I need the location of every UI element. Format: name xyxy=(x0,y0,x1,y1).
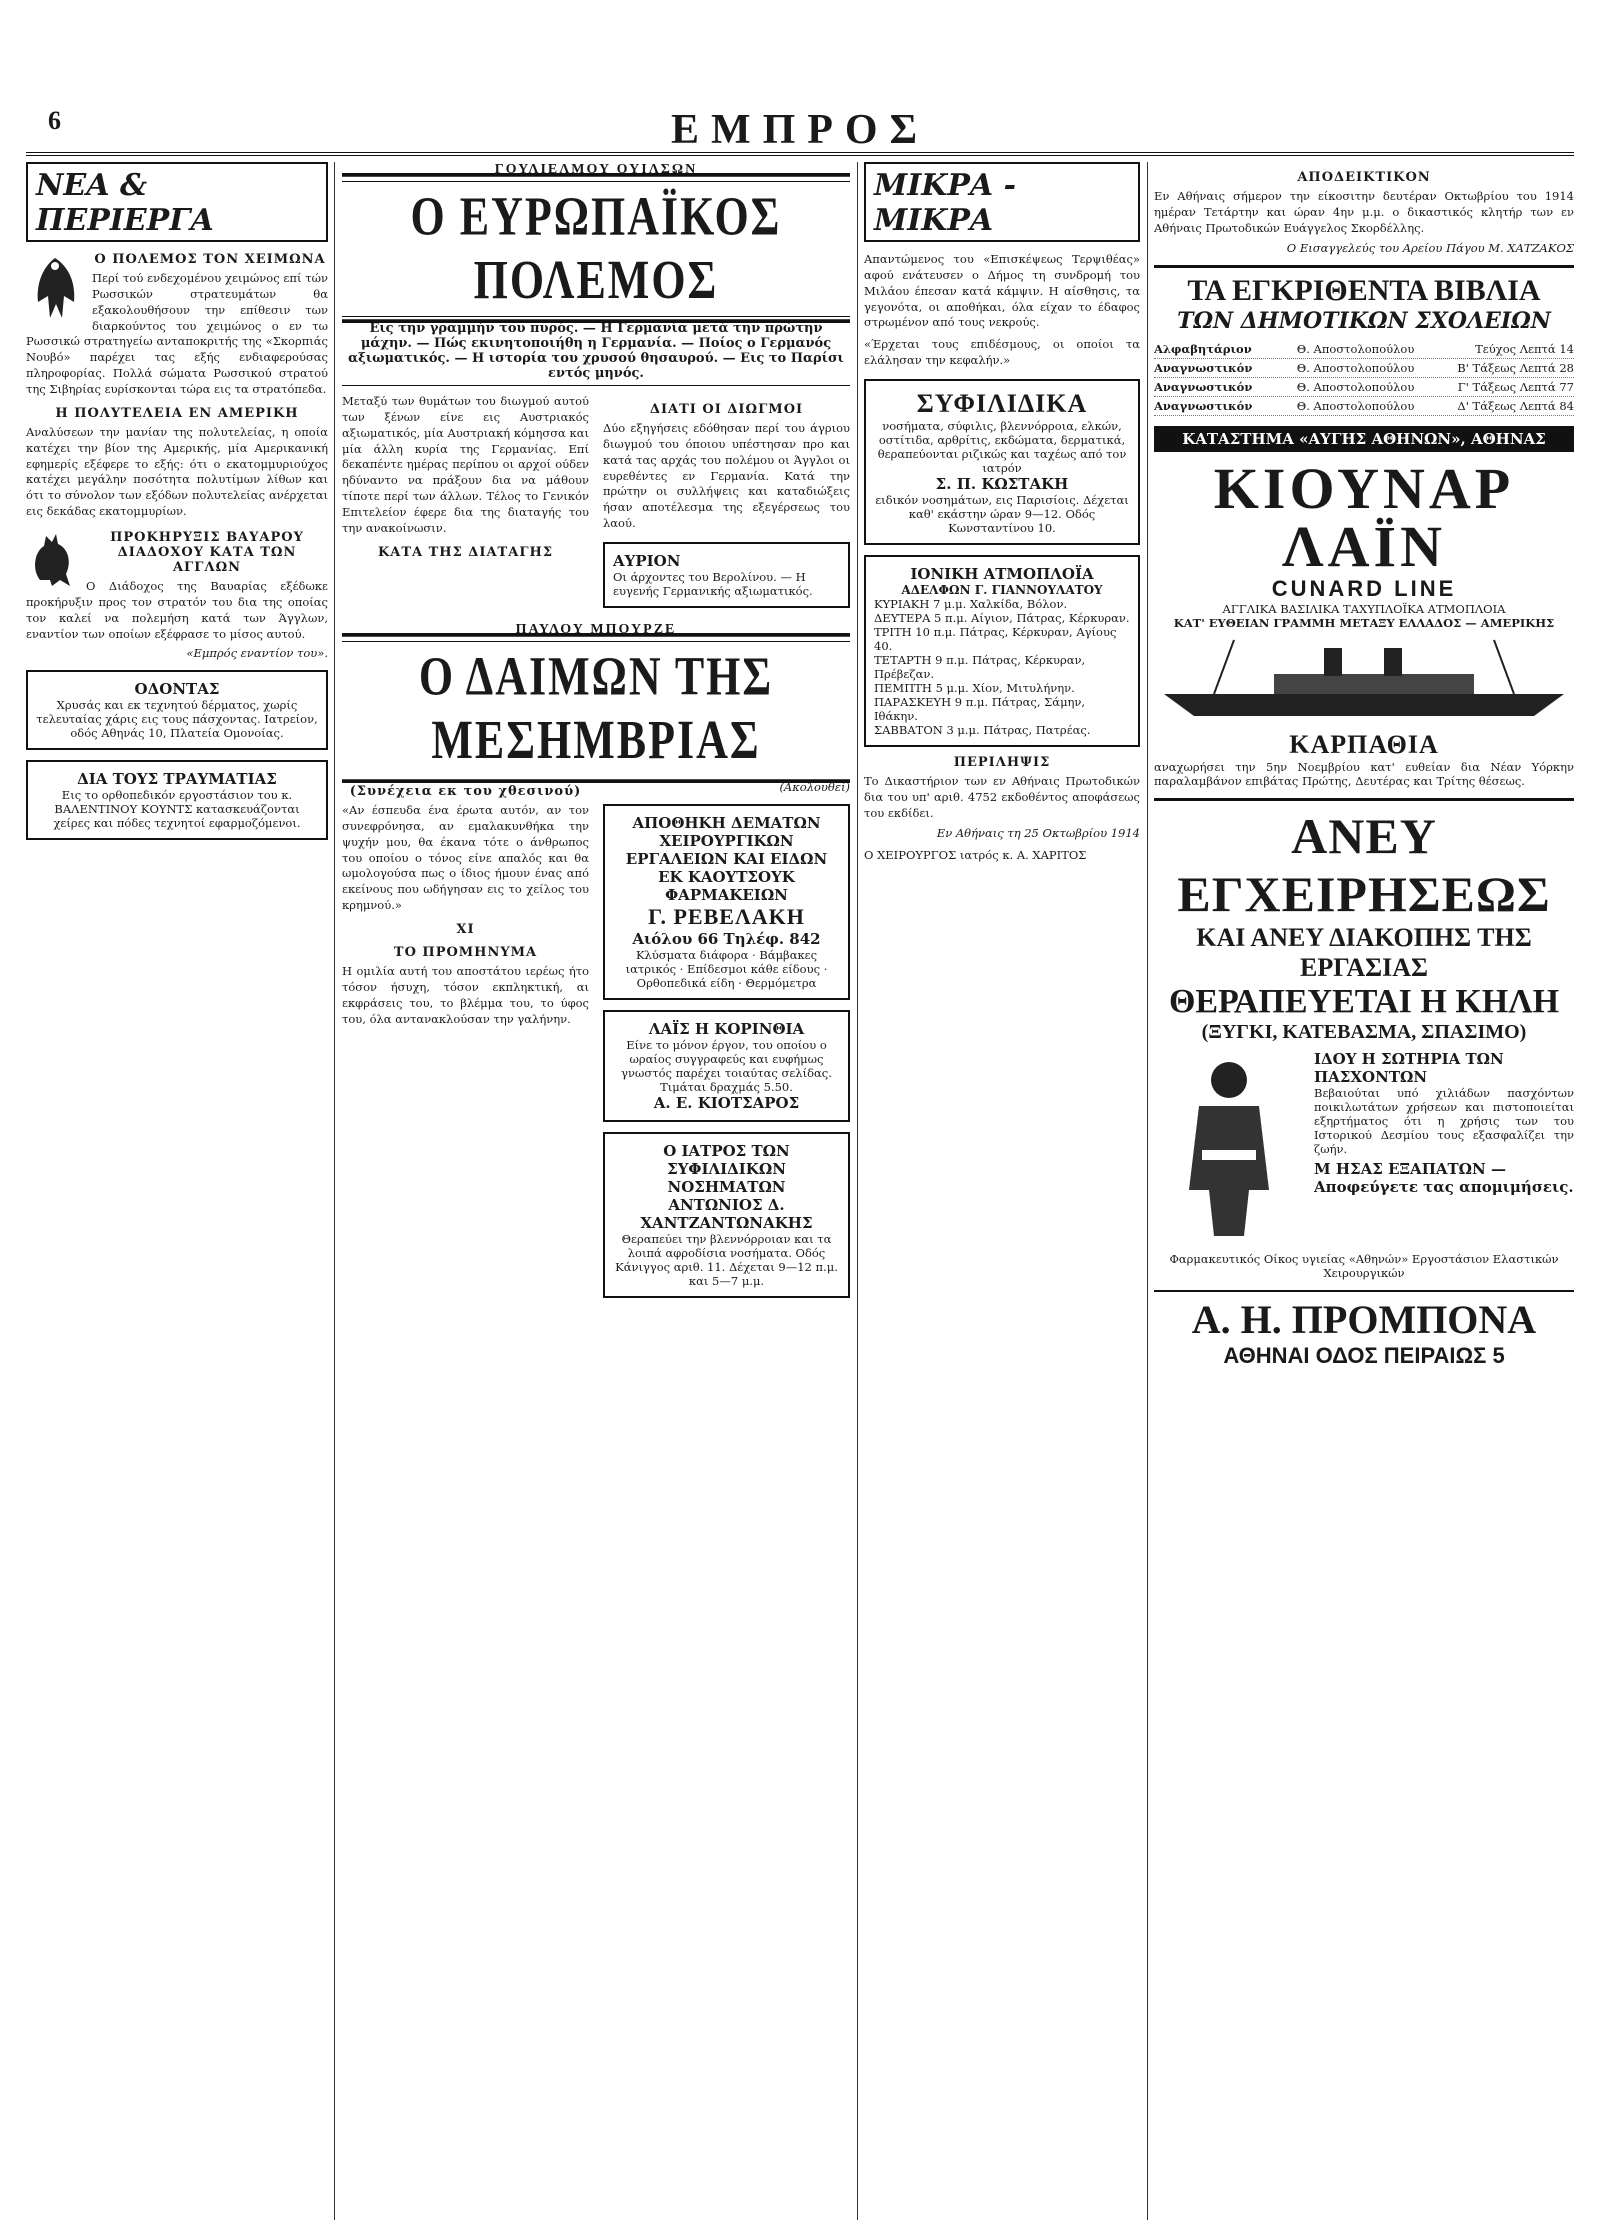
article-heading: ΔΙΑΤΙ ΟΙ ΔΙΩΓΜΟΙ xyxy=(649,402,804,417)
article-column-right xyxy=(603,394,850,608)
serial-body: «Αν έσπευδα ένα έρωτα αυτόν, αν τον συνεφρόνησα, αν εμαλακυνθήκα την ψυχήν μου, θα έκανα τότε ο άνθρωπος του οποίου ο τόνος είνε απαλός και θα ωμολογούσα πως ο ίδιος ήμουν ένας από εκείνους που ωδήγησαν εις το χείλος του κρημνού.» xyxy=(342,803,589,913)
article-body: Απαντώμενος του «Επισκέψεως Τερψιθέας» αφού ενάτευσεν ο Δήμος τη συνδρομή του Μιλάου έπεσαν κατά κάμψιν. Η αίσθησις, τα γεγονότα, οι αποθήκαι, όλα είχαν το έδαφος στρωμένον από τους νεκρούς. xyxy=(864,252,1140,330)
hernia-warning: Μ ΗΣΑΣ ΕΞΑΠΑΤΩΝ — Αποφεύγετε τας απομιμήσεις. xyxy=(1314,1159,1574,1196)
eagle-illustration-icon xyxy=(26,252,84,326)
book-row xyxy=(1154,359,1574,378)
article-column-left xyxy=(342,394,589,608)
hernia-headline: ΑΝΕΥ ΕΓΧΕΙΡΗΣΕΩΣ xyxy=(1154,798,1574,923)
tomorrow-label: ΑΥΡΙΟΝ xyxy=(613,552,681,571)
ad-seller: Α. Ε. ΚΙΟΤΣΑΡΟΣ xyxy=(653,1094,800,1113)
cunard-route: ΚΑΤ' ΕΥΘΕΙΑΝ ΓΡΑΜΜΗ ΜΕΤΑΞΥ ΕΛΛΑΔΟΣ — ΑΜΕΡΙΚΗΣ xyxy=(1173,615,1555,630)
books-title: ΤΑ ΕΓΚΡΙΘΕΝΤΑ ΒΙΒΛΙΑ xyxy=(1154,265,1574,308)
hernia-types: (ΞΥΓΚΙ, ΚΑΤΕΒΑΣΜΑ, ΣΠΑΣΙΜΟ) xyxy=(1201,1020,1527,1043)
ad-surgical-warehouse xyxy=(603,804,850,1000)
notice-heading: ΠΕΡΙΛΗΨΙΣ xyxy=(953,755,1051,771)
route-item: ΤΡΙΤΗ 10 π.μ. Πάτρας, Κέρκυραν, Αγίους 40. xyxy=(874,625,1117,654)
article-body: Αναλύσεων την μανίαν της πολυτελείας, η οποία κατέχει την βίον της Αμερικής, μία Αμερικανική εφημερίς εξέφερε το εξής: ότι ο εκατομμυριούχος κατέχει μεγάλην ποσότητα πολυτίμων λίθων και ότι το σύνολον των εξόδων πολυτελείας ανέρχεται εις δεκάδας εκατομμυρίων. xyxy=(26,424,328,519)
page-number: 6 xyxy=(48,106,61,135)
book-row xyxy=(1154,378,1574,397)
ad-title: ΟΔΟΝΤΑΣ xyxy=(134,680,220,699)
masthead xyxy=(26,20,1574,153)
book-price: Τεύχος Λεπτά 14 xyxy=(1475,341,1574,356)
chapter-number: ΧΙ xyxy=(456,922,475,938)
column-divider xyxy=(334,162,335,2220)
rooster-illustration-icon xyxy=(26,530,78,590)
column-small-items xyxy=(864,162,1140,2220)
book-author: Θ. Αποστολοπούλου xyxy=(1296,379,1415,394)
headline-subhead: Εις την γραμμήν του πυρός. — Η Γερμανία μετά την πρώτην μάχην. — Πώς εκινητοποιήθη η Γερμανία. — Ποίος ο Γερμανός αξιωματικός. — Η ιστορία του χρυσού θησαυρού. — Εις το Παρίσι εντός μηνός. xyxy=(342,316,850,386)
book-row xyxy=(1154,340,1574,359)
book-author: Θ. Αποστολοπούλου xyxy=(1296,341,1415,356)
book-title: Αλφαβητάριον xyxy=(1154,341,1252,356)
book-row xyxy=(1154,397,1574,416)
route-item: ΚΥΡΙΑΚΗ 7 μ.μ. Χαλκίδα, Βόλον. xyxy=(874,597,1068,612)
ad-address: Αιόλου 66 Τηλέφ. 842 xyxy=(632,930,821,949)
bookstore-banner: ΚΑΤΑΣΤΗΜΑ «ΑΥΓΗΣ ΑΘΗΝΩΝ», ΑΘΗΝΑΣ xyxy=(1154,426,1574,452)
doctor-name: ΑΝΤΩΝΙΟΣ Δ. ΧΑΝΤΖΑΝΤΩΝΑΚΗΣ xyxy=(640,1196,813,1233)
book-author: Θ. Αποστολοπούλου xyxy=(1296,398,1415,413)
article-body: Περί τού ενδεχομένου χειμώνος επί τών Ρωσσικών στρατευμάτων θα εξακολουθήσουν την επίθεσιν των διαρκούντος του χειμώνος ο εν τω Ρωσσικώ στρατηγείω ανταποκριτής της «Σκορπιάς Νουβό» παρέχει τας εξής ενδιαφερούσας πληροφορίας. Πολλά σώματα Ρωσσικού στρατού της Σιβηρίας ευρίσκονται τώρα εις τα στρατόπεδα. xyxy=(26,271,328,397)
book-title: Αναγνωστικόν xyxy=(1154,360,1253,375)
article-signature: «Εμπρός εναντίον του». xyxy=(186,646,328,661)
book-price: Δ' Τάξεως Λεπτά 84 xyxy=(1457,398,1574,413)
headline-noon-demon: Ο ΔΑΙΜΩΝ ΤΗΣ ΜΕΣΗΜΒΡΙΑΣ xyxy=(342,633,850,783)
ad-dentist xyxy=(26,670,328,750)
serial-column-right xyxy=(603,776,850,1298)
ad-owner: Γ. ΡΕΒΕΛΑΚΗ xyxy=(648,904,805,930)
ad-ionian-shipping xyxy=(864,555,1140,747)
article-quote: «Έρχεται τους επιδέσμους, οι οποίοι τα ελάλησαν την κεφαλήν.» xyxy=(864,337,1140,368)
surgeon-notice: Ο ΧΕΙΡΟΥΡΓΟΣ ιατρός κ. Α. ΧΑΡΙΤΟΣ xyxy=(864,847,1087,862)
ad-body: νοσήματα, σύφιλις, βλεννόρροια, ελκών, οστίτιδα, αρθρίτις, εκδώματα, δερματικά, θεραπεύονται ριζικώς και ταχέως από τον ιατρόν xyxy=(877,419,1127,476)
column-divider xyxy=(857,162,858,2220)
steamship-icon xyxy=(1154,634,1574,722)
ad-title: ΛΑΪΣ Η ΚΟΡΙΝΘΙΑ xyxy=(648,1020,805,1039)
serial-body: Η ομιλία αυτή του αποστάτου ιερέως ήτο τόσον ήσυχη, τόσον εκπληκτική, αι εκφράσεις του, το βλέμμα του, το ύφος του, όλα αντανακλούσαν την γαλήνην. xyxy=(342,964,589,1026)
ad-doctor xyxy=(603,1132,850,1298)
pharma-label: Φαρμακευτικός Οίκος υγιείας «Αθηνών» Εργοστάσιον Ελαστικών Χειρουργικών xyxy=(1169,1251,1559,1280)
route-item: ΠΕΜΠΤΗ 5 μ.μ. Χίον, Μιτυλήνην. xyxy=(874,681,1075,696)
ship-name: ΚΑΡΠΑΘΙΑ xyxy=(1289,729,1439,759)
ad-hours: ειδικόν νοσημάτων, εις Παρισίοις. Δέχεται καθ' εκάστην ώραν 9—12. Οδός Κωνσταντίνου 10. xyxy=(875,493,1129,536)
cunard-body: αναχωρήσει την 5ην Νοεμβρίου κατ' ευθείαν δια Νέαν Υόρκην παραλαμβάνον επιβάτας Πρώτης, Δευτέρας και Τρίτης θέσεως. xyxy=(1154,759,1574,788)
ad-body: Είνε το μόνον έργον, του οποίου ο ωραίος συγγραφεύς και ευφήμως γνωστός παρέχει τοιαύτας σελίδας. Τιμάται δραχμάς 5.50. xyxy=(621,1038,832,1095)
newspaper-title: ΕΜΠΡΟΣ xyxy=(670,107,930,153)
ad-title: ΑΠΟΘΗΚΗ ΔΕΜΑΤΩΝ ΧΕΙΡΟΥΡΓΙΚΩΝ ΕΡΓΑΛΕΙΩΝ ΚΑΙ ΕΙΔΩΝ ΕΚ ΚΑΟΥΤΣΟΥΚ ΦΑΡΜΑΚΕΙΩΝ xyxy=(625,814,828,905)
hernia-subheadline: ΚΑΙ ΑΝΕΥ ΔΙΑΚΟΠΗΣ ΤΗΣ ΕΡΓΑΣΙΑΣ xyxy=(1196,922,1532,982)
ad-body: Θεραπεύει την βλεννόρροιαν και τα λοιπά αφροδίσια νοσήματα. Οδός Κάνιγγος αριθ. 11. Δέχεται 9—12 π.μ. και 5—7 μ.μ. xyxy=(615,1232,838,1289)
tomorrow-box xyxy=(603,542,850,608)
masthead-rule xyxy=(26,152,1574,156)
article-heading: ΠΡΟΚΗΡΥΞΙΣ ΒΑΥΑΡΟΥ ΔΙΑΔΟΧΟΥ ΚΑΤΑ ΤΩΝ ΑΓΓΛΩΝ xyxy=(110,530,304,576)
ad-title: ΔΙΑ ΤΟΥΣ ΤΡΑΥΜΑΤΙΑΣ xyxy=(77,770,277,789)
serial-column-left xyxy=(342,776,589,1298)
serial-note: (Συνέχεια εκ του χθεσινού) xyxy=(349,784,582,800)
newspaper-page xyxy=(26,20,1574,2220)
hernia-body: Βεβαιούται υπό χιλιάδων πασχόντων ποικιλωτάτων χρήσεων και πιστοποιείται εξηρτήματος ότι η χρήσις των του Ιστορικού Δεσμίου τους εξασφαλίζει την ζωήν. xyxy=(1314,1085,1574,1156)
section-title-small: ΜΙΚΡΑ - ΜΙΚΡΑ xyxy=(864,162,1140,242)
author-name: ΠΑΥΛΟΥ ΜΠΟΥΡΖΕ xyxy=(342,622,850,642)
cunard-subtitle: ΑΓΓΛΙΚΑ ΒΑΣΙΛΙΚΑ ΤΑΧΥΠΛΟΪΚΑ ΑΤΜΟΠΛΟΙΑ xyxy=(1222,601,1506,616)
serial-columns xyxy=(342,776,850,1298)
article-heading: Η ΠΟΛΥΤΕΛΕΙΑ ΕΝ ΑΜΕΡΙΚΗ xyxy=(55,405,299,421)
column-divider xyxy=(1147,162,1148,2220)
hernia-cure: ΘΕΡΑΠΕΥΕΤΑΙ Η ΚΗΛΗ xyxy=(1168,982,1560,1020)
pharma-name: Α. Η. ΠΡΟΜΠΟΝΑ xyxy=(1154,1290,1574,1343)
cunard-title: ΚΙΟΥΝΑΡ ΛΑΪΝ xyxy=(1213,455,1515,579)
notice-body: Το Δικαστήριον των εν Αθήναις Πρωτοδικών δια του υπ' αριθ. 4752 εκδοθέντος αποφάσεως του εκδίδει. xyxy=(864,774,1140,820)
ad-items: Κλύσματα διάφορα · Βάμβακες ιατρικός · Επίδεσμοι κάθε είδους · Ορθοπεδικά είδη · Θερμόμετρα xyxy=(625,948,828,991)
notice-heading: ΑΠΟΔΕΙΚΤΙΚΟΝ xyxy=(1297,170,1431,185)
man-illustration-icon xyxy=(1154,1050,1304,1240)
notice-date: Εν Αθήναις τη 25 Οκτωβρίου 1914 xyxy=(936,825,1140,840)
cunard-english: CUNARD LINE xyxy=(1271,575,1457,601)
ad-owner: ΑΔΕΛΦΩΝ Γ. ΓΙΑΝΝΟΥΛΑΤΟΥ xyxy=(901,583,1103,598)
notice-signer: Ο Εισαγγελεύς του Αρείου Πάγου Μ. ΧΑΤΖΑΚΟΣ xyxy=(1286,240,1574,255)
ad-wounded xyxy=(26,760,328,840)
ad-title: Ο ΙΑΤΡΟΣ ΤΩΝ ΣΥΦΙΛΙΔΙΚΩΝ ΝΟΣΗΜΑΤΩΝ xyxy=(663,1142,790,1197)
column-news-curiosities xyxy=(26,162,328,2220)
notice-body: Εν Αθήναις σήμερον την είκοσιτην δευτέραν Οκτωβρίου του 1914 ημέραν Τετάρτην και ώραν 4ην μ.μ. ο δικαστικός κλητήρ των εν Αθήναις Πρωτοδικών Ευάγγελος Σκορδέλλης. xyxy=(1154,189,1574,235)
article-body: Ο Διάδοχος της Βαυαρίας εξέδωκε προκήρυξιν προς τον στρατόν του δια της οποίας τον καλεί να πολεμήση κατά των Άγγλων, εναντίον των οποίων εξέφρασε το μίσος αυτού. xyxy=(26,579,328,641)
route-item: ΔΕΥΤΕΡΑ 5 π.μ. Αίγιον, Πάτρας, Κέρκυραν. xyxy=(874,611,1130,626)
book-title: Αναγνωστικόν xyxy=(1154,398,1253,413)
ad-book-lais xyxy=(603,1010,850,1122)
article-wrapper xyxy=(26,530,328,660)
article-body: Δύο εξηγήσεις εδόθησαν περί του άγριου διωγμού του όποιου υπέστησαν προ και κατά τας αρχάς του πολέμου οι Άγγλοι οι ευρεθέντες εν Γερμανία. Κατά την πρώτην οι συλλήψεις και καταδιώξεις ήσαν αποτέλεσμα της εξεγέρσεως του λαού. xyxy=(603,421,850,531)
route-item: ΠΑΡΑΣΚΕΥΗ 9 π.μ. Πάτρας, Σάμην, Ιθάκην. xyxy=(874,695,1086,724)
author-name: ΓΟΥΛΙΕΛΜΟΥ ΟΥΙΛΣΩΝ xyxy=(342,162,850,182)
figure-caption: ΙΔΟΥ Η ΣΩΤΗΡΙΑ ΤΩΝ ΠΑΣΧΟΝΤΩΝ xyxy=(1314,1049,1504,1086)
book-price: Γ' Τάξεως Λεπτά 77 xyxy=(1457,379,1574,394)
route-item: ΣΑΒΒΑΤΟΝ 3 μ.μ. Πάτρας, Πατρέας. xyxy=(874,723,1091,738)
pharma-address: ΑΘΗΝΑΙ ΟΔΟΣ ΠΕΙΡΑΙΩΣ 5 xyxy=(1223,1342,1505,1368)
ad-title: ΙΟΝΙΚΗ ΑΤΜΟΠΛΟΪΑ xyxy=(910,565,1094,584)
ad-body: Χρυσάς και εκ τεχνητού δέρματος, χωρίς τελευταίας χάρις εις τους πάσχοντας. Ιατρείον, οδός Αθηνάς 10, Πλατεία Ομονοίας. xyxy=(36,698,318,741)
column-ads xyxy=(1154,162,1574,2220)
section-title-news: ΝΕΑ & ΠΕΡΙΕΡΓΑ xyxy=(26,162,328,242)
books-subtitle: ΤΩΝ ΔΗΜΟΤΙΚΩΝ ΣΧΟΛΕΙΩΝ xyxy=(1177,307,1551,334)
article-body: Μεταξύ των θυμάτων του διωγμού αυτού των ξένων είνε εις Αυστριακός αξιωματικός, μία Αυστριακή κόμησσα και μία άλλη κυρία της Γερμανίας. Επί δεκαπέντε ημέρας περίπου οι αρχοί ούδεν ηδύναντο να πράξουν δια να μάθουν τίποτε περί των άλλων. Τέλος το Γενικόν Επιτελείον έφερε δια της διαταγής του την ανακοίνωσιν. xyxy=(342,394,589,535)
chapter-title: ΤΟ ΠΡΟΜΗΝΥΜΑ xyxy=(393,945,538,961)
ad-body: Εις το ορθοπεδικόν εργοστάσιον του κ. ΒΑΛΕΝΤΙΝΟΥ ΚΟΥΝΤΣ κατασκευάζονται χείρες και πόδες τεχνητοί εφαρμοζόμενοι. xyxy=(53,788,301,831)
ad-title: ΣΥΦΙΛΙΔΙΚΑ xyxy=(916,389,1088,419)
serial-closing: (Ακολουθεί) xyxy=(779,780,850,795)
article-heading: ΚΑΤΑ ΤΗΣ ΔΙΑΤΑΓΗΣ xyxy=(377,544,554,560)
article-heading: Ο ΠΟΛΕΜΟΣ ΤΟΝ ΧΕΙΜΩΝΑ xyxy=(94,252,326,267)
doctor-name: Σ. Π. ΚΩΣΤΑΚΗ xyxy=(935,475,1069,494)
route-item: ΤΕΤΑΡΤΗ 9 π.μ. Πάτρας, Κέρκυραν, Πρέβεζαν. xyxy=(874,653,1086,682)
headline-european-war: Ο ΕΥΡΩΠΑΪΚΟΣ ΠΟΛΕΜΟΣ xyxy=(342,173,850,323)
tomorrow-text: Οι άρχοντες του Βερολίνου. — Η ευγενής Γερμανικής αξιωματικός. xyxy=(613,570,813,599)
article-columns xyxy=(342,394,850,608)
book-author: Θ. Αποστολοπούλου xyxy=(1296,360,1415,375)
book-title: Αναγνωστικόν xyxy=(1154,379,1253,394)
ad-syphilis xyxy=(864,379,1140,545)
column-feature xyxy=(342,162,850,2220)
book-price: Β' Τάξεως Λεπτά 28 xyxy=(1457,360,1574,375)
